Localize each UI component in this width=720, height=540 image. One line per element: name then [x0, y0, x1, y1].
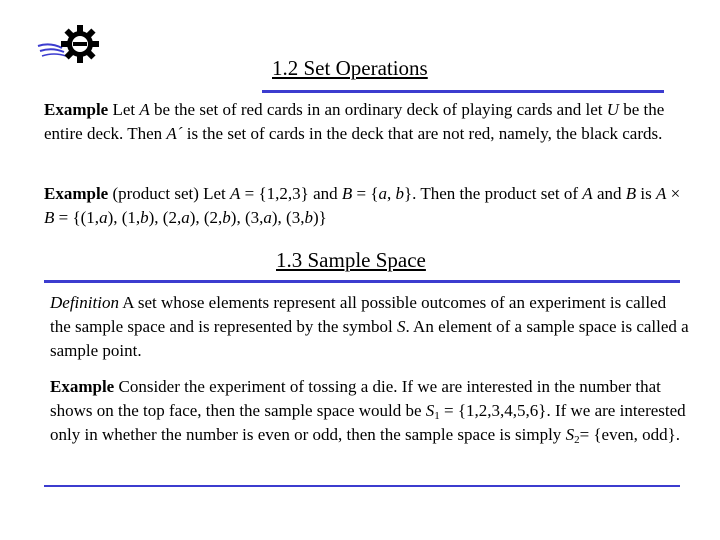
title-underline-rule — [262, 90, 664, 93]
section-title-set-operations: 1.2 Set Operations — [272, 56, 428, 80]
example-red-cards-paragraph: Example Let A be the set of red cards in an ordinary deck of playing cards and let U be the entire deck. Then A´ is the set of cards in the deck that are not red, namely, the black cards. — [44, 100, 665, 143]
definition-label: Definition — [50, 293, 119, 312]
gear-logo-icon — [36, 22, 106, 72]
example-label: Example — [50, 377, 115, 396]
bottom-rule — [44, 485, 680, 487]
example-product-set-paragraph: Example (product set) Let A = {1,2,3} and B = {a, b}. Then the product set of A and B is A × B = {(1,a), (1,b), (2,a), (2,b), (3,a), (3,b)} — [44, 184, 681, 227]
section-divider-rule — [44, 280, 680, 283]
section-title-sample-space: 1.3 Sample Space — [276, 248, 426, 272]
example-die-toss-paragraph: Example Consider the experiment of tossing a die. If we are interested in the number that shows on the top face, then the sample space would be $S_1 = \{1,2,3,4,5,6\}$. If we are interested only in whether the number is even or odd, then the sample space is simply $S_2=$ {even, odd}. — [50, 377, 686, 446]
example-label: Example — [44, 184, 109, 203]
example-label: Example — [44, 100, 109, 119]
definition-sample-space-paragraph: Definition A set whose elements represent all possible outcomes of an experiment is called the sample space and is represented by the symbol S. An element of a sample space is called a sample point. — [50, 293, 689, 360]
